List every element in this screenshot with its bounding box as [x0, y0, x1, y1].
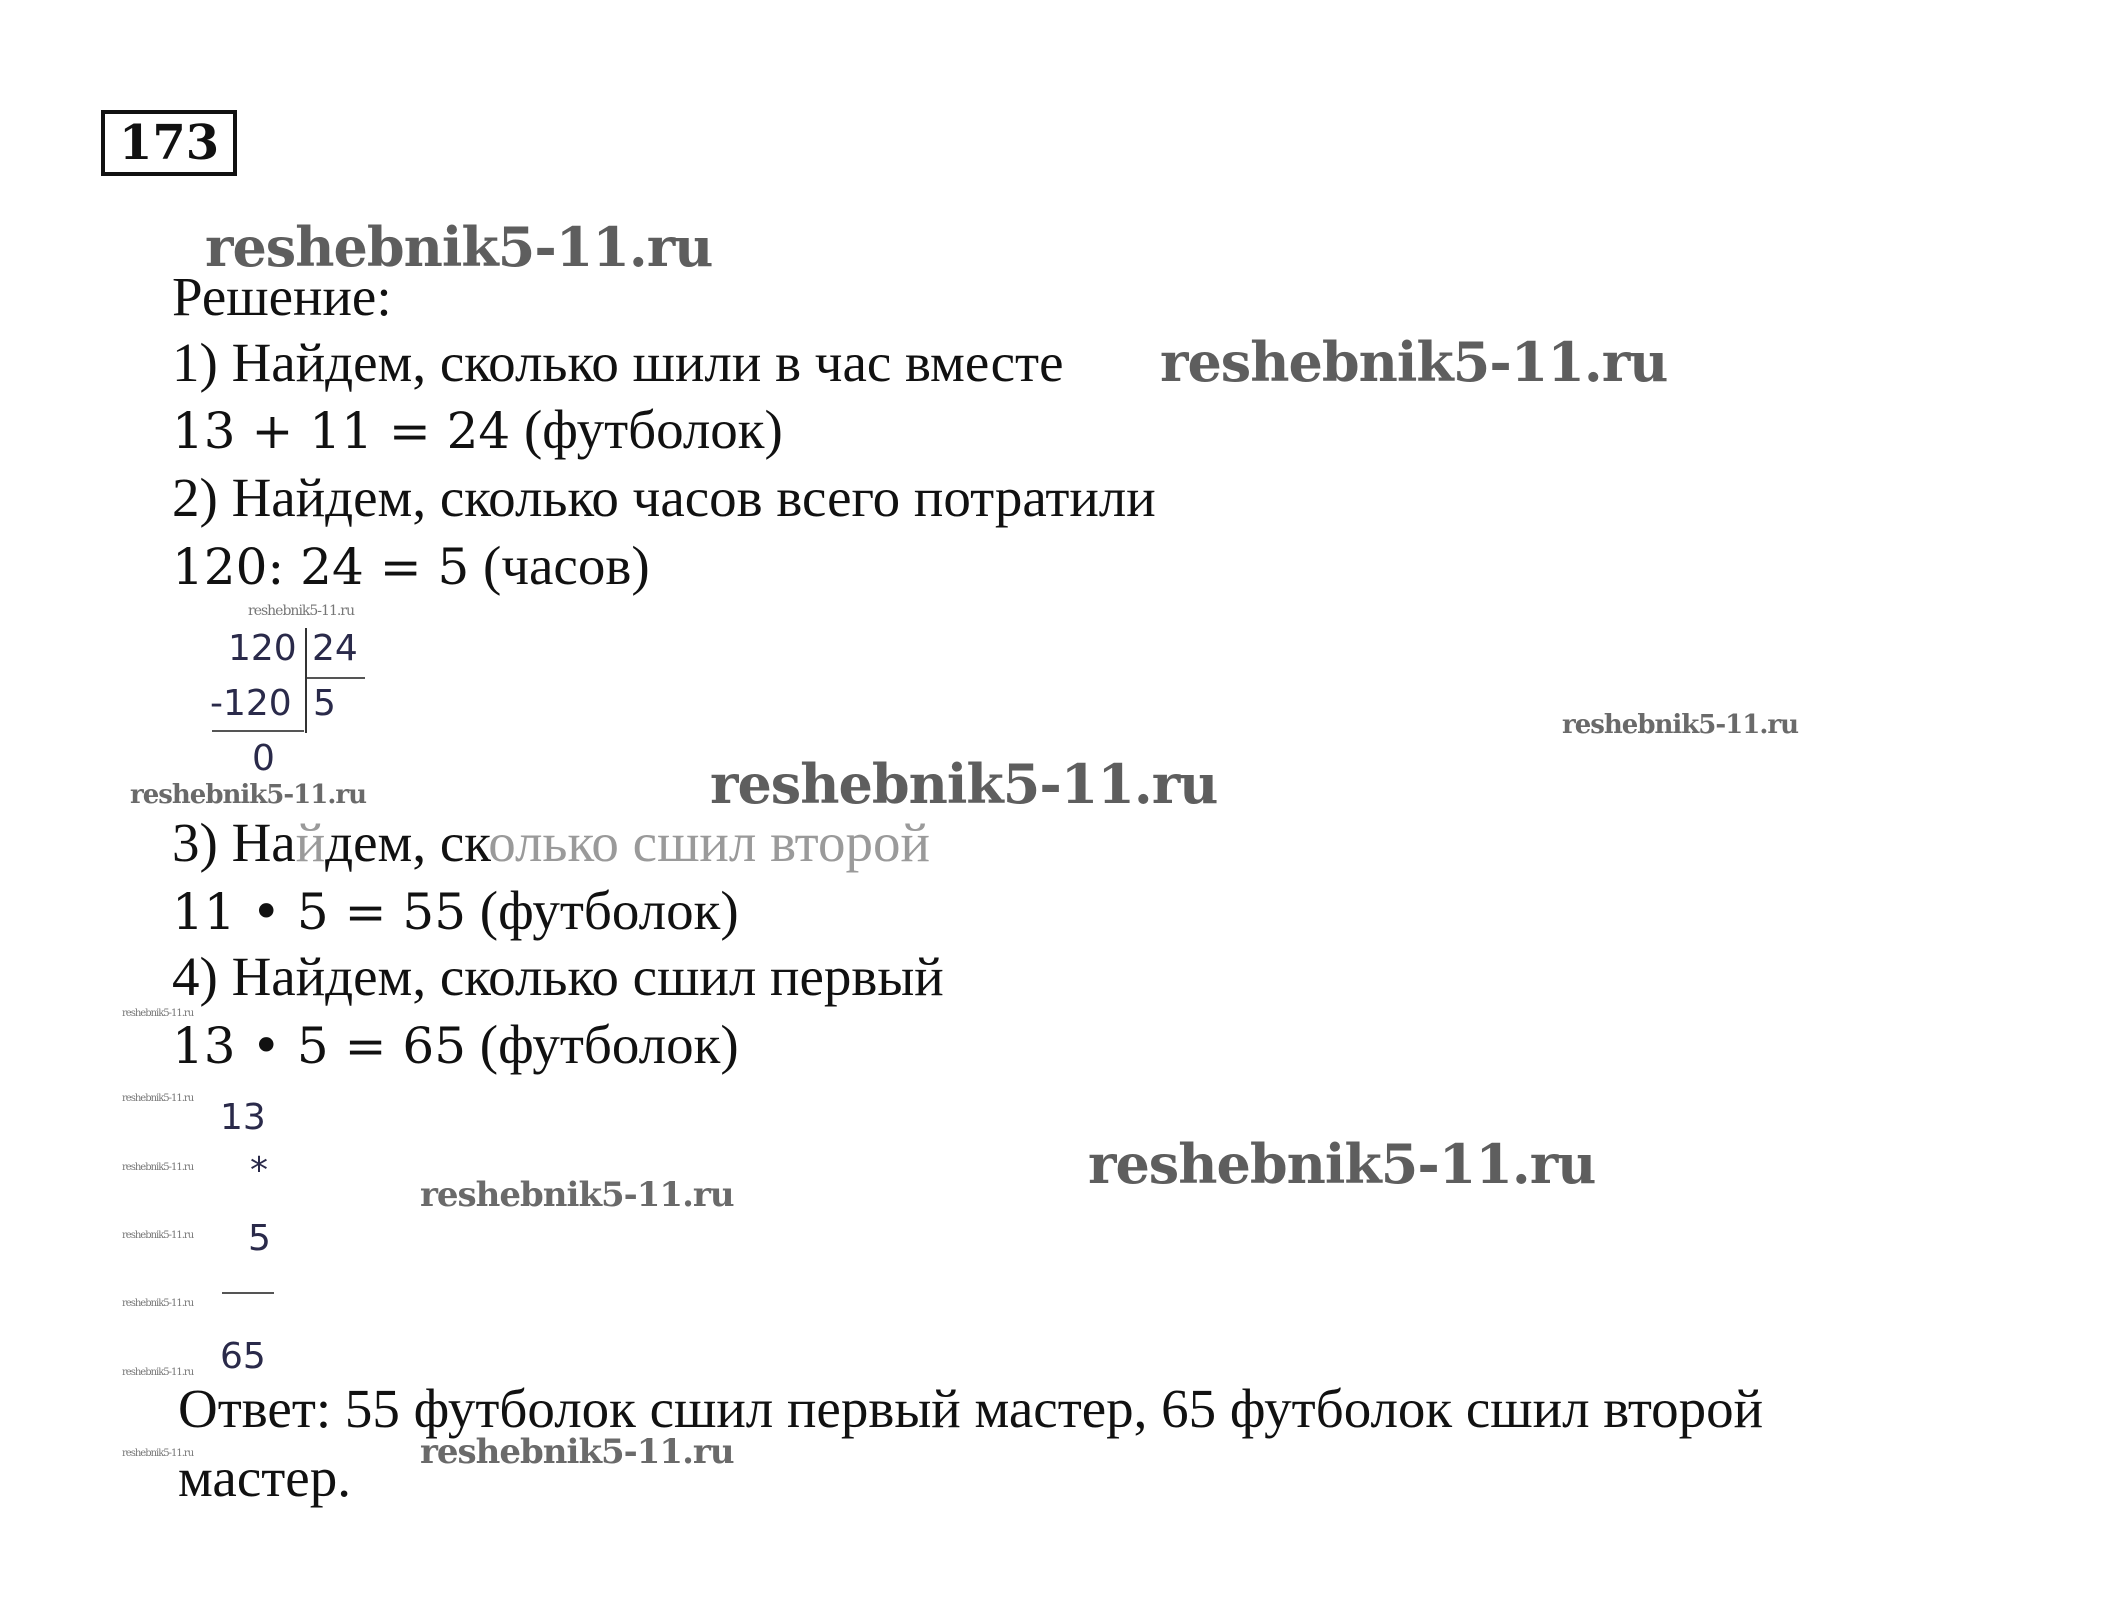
- division-quotient: 5: [313, 683, 336, 724]
- watermark: reshebnik5-11.ru: [122, 1162, 194, 1173]
- step-3-part: й: [295, 812, 326, 873]
- equation-math: 13 + 11 = 24: [172, 402, 511, 460]
- division-subtrahend: -120: [210, 683, 292, 724]
- step-4-equation: [172, 1014, 739, 1077]
- division-divisor: 24: [312, 628, 358, 669]
- step-3-part: дем, ск: [325, 812, 489, 873]
- multiplication-line: [222, 1292, 274, 1294]
- division-remainder: 0: [252, 738, 275, 779]
- problem-number: 173: [101, 110, 237, 176]
- equation-unit: (часов): [483, 535, 650, 596]
- equation-unit: (футболок): [479, 880, 739, 941]
- equation-math: 11 • 5 = 55: [172, 883, 467, 941]
- watermark: reshebnik5-11.ru: [1562, 710, 1799, 740]
- multiplication-operand-a: 13: [220, 1097, 266, 1138]
- step-3-part: олько сшил второй: [488, 812, 930, 873]
- step-1-equation: [172, 399, 783, 462]
- step-3-text: [172, 812, 930, 874]
- watermark: reshebnik5-11.ru: [420, 1175, 734, 1215]
- division-divisor-line: [307, 677, 365, 679]
- equation-math: 120: 24 = 5: [172, 538, 470, 596]
- step-2-equation: [172, 535, 650, 598]
- watermark: reshebnik5-11.ru: [205, 215, 713, 279]
- answer-line-2: мастер.: [178, 1447, 351, 1508]
- division-vertical-line: [305, 628, 307, 733]
- watermark: reshebnik5-11.ru: [130, 780, 367, 810]
- equation-unit: (футболок): [479, 1014, 739, 1075]
- watermark: reshebnik5-11.ru: [1088, 1132, 1596, 1196]
- division-result-line: [212, 730, 304, 732]
- division-dividend: 120: [228, 628, 297, 669]
- watermark: reshebnik5-11.ru: [122, 1093, 194, 1104]
- step-3-part: 3) На: [172, 812, 296, 873]
- watermark: reshebnik5-11.ru: [420, 1432, 734, 1472]
- watermark: reshebnik5-11.ru: [1160, 330, 1668, 394]
- equation-math: 13 • 5 = 65: [172, 1017, 467, 1075]
- watermark: reshebnik5-11.ru: [122, 1448, 194, 1459]
- equation-unit: (футболок): [523, 399, 783, 460]
- watermark: reshebnik5-11.ru: [122, 1008, 194, 1019]
- watermark: reshebnik5-11.ru: [122, 1367, 194, 1378]
- answer-line-1: Ответ: 55 футболок сшил первый мастер, 65 футболок сшил второй: [178, 1378, 1764, 1439]
- watermark: reshebnik5-11.ru: [122, 1298, 194, 1309]
- step-1-text: 1) Найдем, сколько шили в час вместе: [172, 332, 1064, 393]
- step-3-equation: [172, 880, 739, 943]
- watermark: reshebnik5-11.ru: [248, 603, 355, 619]
- multiplication-operator: *: [250, 1150, 268, 1191]
- watermark: reshebnik5-11.ru: [710, 752, 1218, 816]
- solution-label: Решение:: [172, 266, 392, 327]
- multiplication-operand-b: 5: [248, 1218, 271, 1259]
- multiplication-result: 65: [220, 1336, 266, 1377]
- watermark: reshebnik5-11.ru: [122, 1230, 194, 1241]
- step-2-text: 2) Найдем, сколько часов всего потратили: [172, 467, 1156, 528]
- step-4-text: 4) Найдем, сколько сшил первый: [172, 946, 944, 1007]
